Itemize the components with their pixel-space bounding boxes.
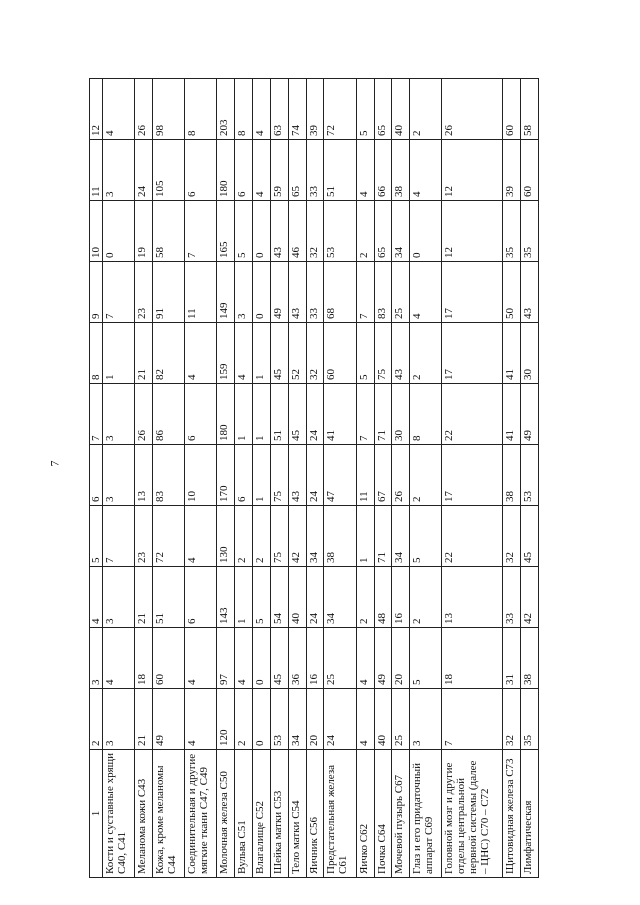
row-label: Тело матки C54 xyxy=(288,750,306,878)
table-cell: 97 xyxy=(217,628,235,689)
table-cell: 74 xyxy=(288,79,306,140)
table-cell: 4 xyxy=(410,140,442,201)
table-cell: 4 xyxy=(185,689,217,750)
row-label: Яичко C62 xyxy=(356,750,374,878)
table-cell: 3 xyxy=(103,445,135,506)
table-cell: 8 xyxy=(235,79,253,140)
table-cell: 0 xyxy=(253,262,271,323)
table-cell: 38 xyxy=(520,628,538,689)
column-header: 8 xyxy=(90,323,103,384)
table-cell: 39 xyxy=(503,140,521,201)
table-cell: 203 xyxy=(217,79,235,140)
table-row xyxy=(185,79,217,878)
table-cell: 65 xyxy=(374,201,392,262)
table-cell: 16 xyxy=(306,628,324,689)
table-cell: 24 xyxy=(306,445,324,506)
table-cell: 40 xyxy=(288,567,306,628)
table-cell: 16 xyxy=(392,567,410,628)
column-header: 11 xyxy=(90,140,103,201)
table-cell: 0 xyxy=(410,201,442,262)
table-cell: 41 xyxy=(503,384,521,445)
table-cell: 24 xyxy=(306,384,324,445)
table-cell: 60 xyxy=(503,79,521,140)
table-row xyxy=(356,79,374,878)
table-cell: 3 xyxy=(103,689,135,750)
table-cell: 4 xyxy=(185,628,217,689)
table-cell: 43 xyxy=(392,323,410,384)
table-cell: 12 xyxy=(442,201,503,262)
table-cell: 26 xyxy=(135,79,153,140)
table-cell: 30 xyxy=(520,323,538,384)
table-cell: 2 xyxy=(356,201,374,262)
column-header: 12 xyxy=(90,79,103,140)
table-cell: 71 xyxy=(374,506,392,567)
table-cell: 6 xyxy=(185,140,217,201)
table-cell: 143 xyxy=(217,567,235,628)
table-cell: 5 xyxy=(356,323,374,384)
table-row xyxy=(217,79,235,878)
table-cell: 83 xyxy=(153,445,185,506)
table-cell: 50 xyxy=(503,262,521,323)
table-cell: 4 xyxy=(356,628,374,689)
table-cell: 2 xyxy=(410,445,442,506)
table-cell: 63 xyxy=(270,79,288,140)
table-cell: 5 xyxy=(410,628,442,689)
table-cell: 34 xyxy=(392,506,410,567)
table-cell: 32 xyxy=(503,689,521,750)
table-cell: 2 xyxy=(235,689,253,750)
table-cell: 23 xyxy=(135,506,153,567)
row-label: Щитовидная железа C73 xyxy=(503,750,521,878)
column-header: 3 xyxy=(90,628,103,689)
table-cell: 72 xyxy=(153,506,185,567)
table-cell: 5 xyxy=(235,201,253,262)
table-cell: 1 xyxy=(103,323,135,384)
table-cell: 1 xyxy=(253,384,271,445)
column-header: 6 xyxy=(90,445,103,506)
table-cell: 43 xyxy=(288,445,306,506)
table-row xyxy=(503,79,521,878)
table-cell: 39 xyxy=(306,79,324,140)
table-row xyxy=(288,79,306,878)
table-cell: 32 xyxy=(306,323,324,384)
row-label: Кости и суставные хрящи C40, C41 xyxy=(103,750,135,878)
table-cell: 4 xyxy=(103,628,135,689)
table-cell: 41 xyxy=(503,323,521,384)
table-cell: 3 xyxy=(103,140,135,201)
table-cell: 2 xyxy=(410,567,442,628)
row-label: Вульва C51 xyxy=(235,750,253,878)
table-cell: 6 xyxy=(185,384,217,445)
table-cell: 0 xyxy=(253,201,271,262)
table-cell: 35 xyxy=(503,201,521,262)
table-cell: 1 xyxy=(253,323,271,384)
table-cell: 12 xyxy=(442,140,503,201)
table-cell: 65 xyxy=(288,140,306,201)
table-cell: 86 xyxy=(153,384,185,445)
table-cell: 32 xyxy=(503,506,521,567)
table-cell: 130 xyxy=(217,506,235,567)
table-cell: 46 xyxy=(288,201,306,262)
table-cell: 2 xyxy=(356,567,374,628)
table-cell: 51 xyxy=(153,567,185,628)
row-label: Кожа, кроме меланомы C44 xyxy=(153,750,185,878)
table-cell: 33 xyxy=(306,140,324,201)
row-label: Головной мозг и другие отделы центральной нервной системы (далее – ЦНС) C70 – C72 xyxy=(442,750,503,878)
table-cell: 0 xyxy=(253,689,271,750)
table-body xyxy=(103,79,539,878)
rotated-table-container xyxy=(89,78,539,878)
table-cell: 83 xyxy=(374,262,392,323)
table-cell: 2 xyxy=(410,79,442,140)
table-cell: 5 xyxy=(410,506,442,567)
table-cell: 1 xyxy=(235,384,253,445)
table-cell: 49 xyxy=(270,262,288,323)
table-cell: 34 xyxy=(306,506,324,567)
table-cell: 6 xyxy=(235,445,253,506)
table-cell: 0 xyxy=(103,201,135,262)
column-header: 2 xyxy=(90,689,103,750)
table-cell: 3 xyxy=(103,384,135,445)
column-header: 1 xyxy=(90,750,103,878)
table-cell: 45 xyxy=(270,323,288,384)
table-cell: 48 xyxy=(374,567,392,628)
table-cell: 25 xyxy=(392,689,410,750)
column-header: 10 xyxy=(90,201,103,262)
column-header: 7 xyxy=(90,384,103,445)
table-cell: 4 xyxy=(185,323,217,384)
row-label: Соединительная и другие мягкие ткани C47, C49 xyxy=(185,750,217,878)
table-cell: 25 xyxy=(392,262,410,323)
table-cell: 7 xyxy=(103,506,135,567)
table-cell: 4 xyxy=(103,79,135,140)
table-cell: 6 xyxy=(185,567,217,628)
table-cell: 159 xyxy=(217,323,235,384)
table-cell: 17 xyxy=(442,445,503,506)
table-cell: 54 xyxy=(270,567,288,628)
table-cell: 17 xyxy=(442,323,503,384)
table-cell: 33 xyxy=(503,567,521,628)
table-cell: 43 xyxy=(270,201,288,262)
table-cell: 4 xyxy=(235,323,253,384)
table-cell: 38 xyxy=(503,445,521,506)
table-cell: 0 xyxy=(253,628,271,689)
table-cell: 75 xyxy=(270,506,288,567)
table-cell: 52 xyxy=(288,323,306,384)
table-row xyxy=(306,79,324,878)
table-cell: 18 xyxy=(442,628,503,689)
table-row xyxy=(253,79,271,878)
table-cell: 75 xyxy=(270,445,288,506)
table-cell: 49 xyxy=(520,384,538,445)
table-cell: 180 xyxy=(217,140,235,201)
table-cell: 51 xyxy=(270,384,288,445)
table-cell: 58 xyxy=(520,79,538,140)
table-cell: 36 xyxy=(288,628,306,689)
table-cell: 32 xyxy=(306,201,324,262)
table-cell: 58 xyxy=(153,201,185,262)
table-cell: 35 xyxy=(520,689,538,750)
table-cell: 7 xyxy=(356,262,374,323)
table-cell: 13 xyxy=(442,567,503,628)
table-cell: 1 xyxy=(356,506,374,567)
table-cell: 59 xyxy=(270,140,288,201)
table-cell: 105 xyxy=(153,140,185,201)
table-cell: 40 xyxy=(392,79,410,140)
table-cell: 35 xyxy=(520,201,538,262)
table-cell: 5 xyxy=(356,79,374,140)
table-row xyxy=(103,79,135,878)
table-cell: 1 xyxy=(235,567,253,628)
table-row xyxy=(153,79,185,878)
table-cell: 2 xyxy=(235,506,253,567)
table-cell: 21 xyxy=(135,689,153,750)
page-number: 7 xyxy=(47,460,62,467)
table-cell: 18 xyxy=(135,628,153,689)
table-cell: 31 xyxy=(503,628,521,689)
column-header: 5 xyxy=(90,506,103,567)
table-cell: 45 xyxy=(288,384,306,445)
table-cell: 6 xyxy=(235,140,253,201)
table-cell: 8 xyxy=(185,79,217,140)
table-cell: 45 xyxy=(520,506,538,567)
row-label: Лимфатическая xyxy=(520,750,538,878)
table-cell: 4 xyxy=(410,262,442,323)
table-cell: 71 xyxy=(374,384,392,445)
table-cell: 120 xyxy=(217,689,235,750)
table-cell: 45 xyxy=(270,628,288,689)
table-cell: 26 xyxy=(392,445,410,506)
table-cell: 60 xyxy=(520,140,538,201)
table-cell: 11 xyxy=(185,262,217,323)
table-cell: 20 xyxy=(306,689,324,750)
table-cell: 47 xyxy=(324,445,356,506)
table-cell: 7 xyxy=(356,384,374,445)
table-cell: 38 xyxy=(324,506,356,567)
table-cell: 26 xyxy=(442,79,503,140)
table-cell: 60 xyxy=(153,628,185,689)
table-row xyxy=(135,79,153,878)
table-cell: 98 xyxy=(153,79,185,140)
table-cell: 24 xyxy=(324,689,356,750)
table-cell: 21 xyxy=(135,567,153,628)
row-label: Влагалище C52 xyxy=(253,750,271,878)
cancer-incidence-table xyxy=(89,78,539,878)
table-cell: 11 xyxy=(356,445,374,506)
table-cell: 22 xyxy=(442,506,503,567)
table-cell: 51 xyxy=(324,140,356,201)
table-cell: 17 xyxy=(442,262,503,323)
row-label: Меланома кожи C43 xyxy=(135,750,153,878)
table-cell: 53 xyxy=(270,689,288,750)
table-cell: 2 xyxy=(253,506,271,567)
table-cell: 4 xyxy=(235,628,253,689)
table-cell: 22 xyxy=(442,384,503,445)
table-cell: 7 xyxy=(442,689,503,750)
table-cell: 43 xyxy=(288,262,306,323)
table-cell: 66 xyxy=(374,140,392,201)
table-cell: 24 xyxy=(135,140,153,201)
table-cell: 3 xyxy=(235,262,253,323)
table-cell: 34 xyxy=(324,567,356,628)
table-cell: 2 xyxy=(410,323,442,384)
column-header: 4 xyxy=(90,567,103,628)
table-cell: 3 xyxy=(103,567,135,628)
table-cell: 65 xyxy=(374,79,392,140)
table-header-row xyxy=(90,79,103,878)
table-cell: 8 xyxy=(410,384,442,445)
table-cell: 72 xyxy=(324,79,356,140)
row-label: Глаз и его придаточный аппарат C69 xyxy=(410,750,442,878)
row-label: Яичник C56 xyxy=(306,750,324,878)
table-row xyxy=(520,79,538,878)
table-cell: 49 xyxy=(374,628,392,689)
table-cell: 19 xyxy=(135,201,153,262)
table-cell: 53 xyxy=(324,201,356,262)
table-cell: 33 xyxy=(306,262,324,323)
table-cell: 68 xyxy=(324,262,356,323)
table-cell: 42 xyxy=(520,567,538,628)
table-cell: 67 xyxy=(374,445,392,506)
table-cell: 42 xyxy=(288,506,306,567)
row-label: Почка C64 xyxy=(374,750,392,878)
table-cell: 180 xyxy=(217,384,235,445)
table-cell: 3 xyxy=(410,689,442,750)
table-cell: 60 xyxy=(324,323,356,384)
table-cell: 38 xyxy=(392,140,410,201)
table-cell: 21 xyxy=(135,323,153,384)
row-label: Предстательная железа C61 xyxy=(324,750,356,878)
table-cell: 43 xyxy=(520,262,538,323)
table-row xyxy=(442,79,503,878)
row-label: Мочевой пузырь C67 xyxy=(392,750,410,878)
table-row xyxy=(324,79,356,878)
table-cell: 4 xyxy=(253,140,271,201)
table-cell: 4 xyxy=(253,79,271,140)
table-row xyxy=(374,79,392,878)
table-cell: 41 xyxy=(324,384,356,445)
table-cell: 4 xyxy=(356,140,374,201)
table-cell: 23 xyxy=(135,262,153,323)
table-cell: 49 xyxy=(153,689,185,750)
table-cell: 53 xyxy=(520,445,538,506)
table-cell: 13 xyxy=(135,445,153,506)
table-cell: 1 xyxy=(253,445,271,506)
table-cell: 91 xyxy=(153,262,185,323)
table-cell: 75 xyxy=(374,323,392,384)
table-cell: 165 xyxy=(217,201,235,262)
table-cell: 149 xyxy=(217,262,235,323)
table-cell: 170 xyxy=(217,445,235,506)
table-cell: 7 xyxy=(185,201,217,262)
table-cell: 4 xyxy=(185,506,217,567)
row-label: Молочная железа C50 xyxy=(217,750,235,878)
column-header: 9 xyxy=(90,262,103,323)
table-row xyxy=(410,79,442,878)
table-cell: 7 xyxy=(103,262,135,323)
table-row xyxy=(270,79,288,878)
table-cell: 5 xyxy=(253,567,271,628)
table-cell: 40 xyxy=(374,689,392,750)
table-cell: 34 xyxy=(288,689,306,750)
table-cell: 82 xyxy=(153,323,185,384)
row-label: Шейка матки C53 xyxy=(270,750,288,878)
table-row xyxy=(235,79,253,878)
table-cell: 30 xyxy=(392,384,410,445)
table-cell: 10 xyxy=(185,445,217,506)
table-row xyxy=(392,79,410,878)
table-cell: 25 xyxy=(324,628,356,689)
table-cell: 20 xyxy=(392,628,410,689)
table-cell: 4 xyxy=(356,689,374,750)
table-cell: 26 xyxy=(135,384,153,445)
table-cell: 24 xyxy=(306,567,324,628)
table-cell: 34 xyxy=(392,201,410,262)
